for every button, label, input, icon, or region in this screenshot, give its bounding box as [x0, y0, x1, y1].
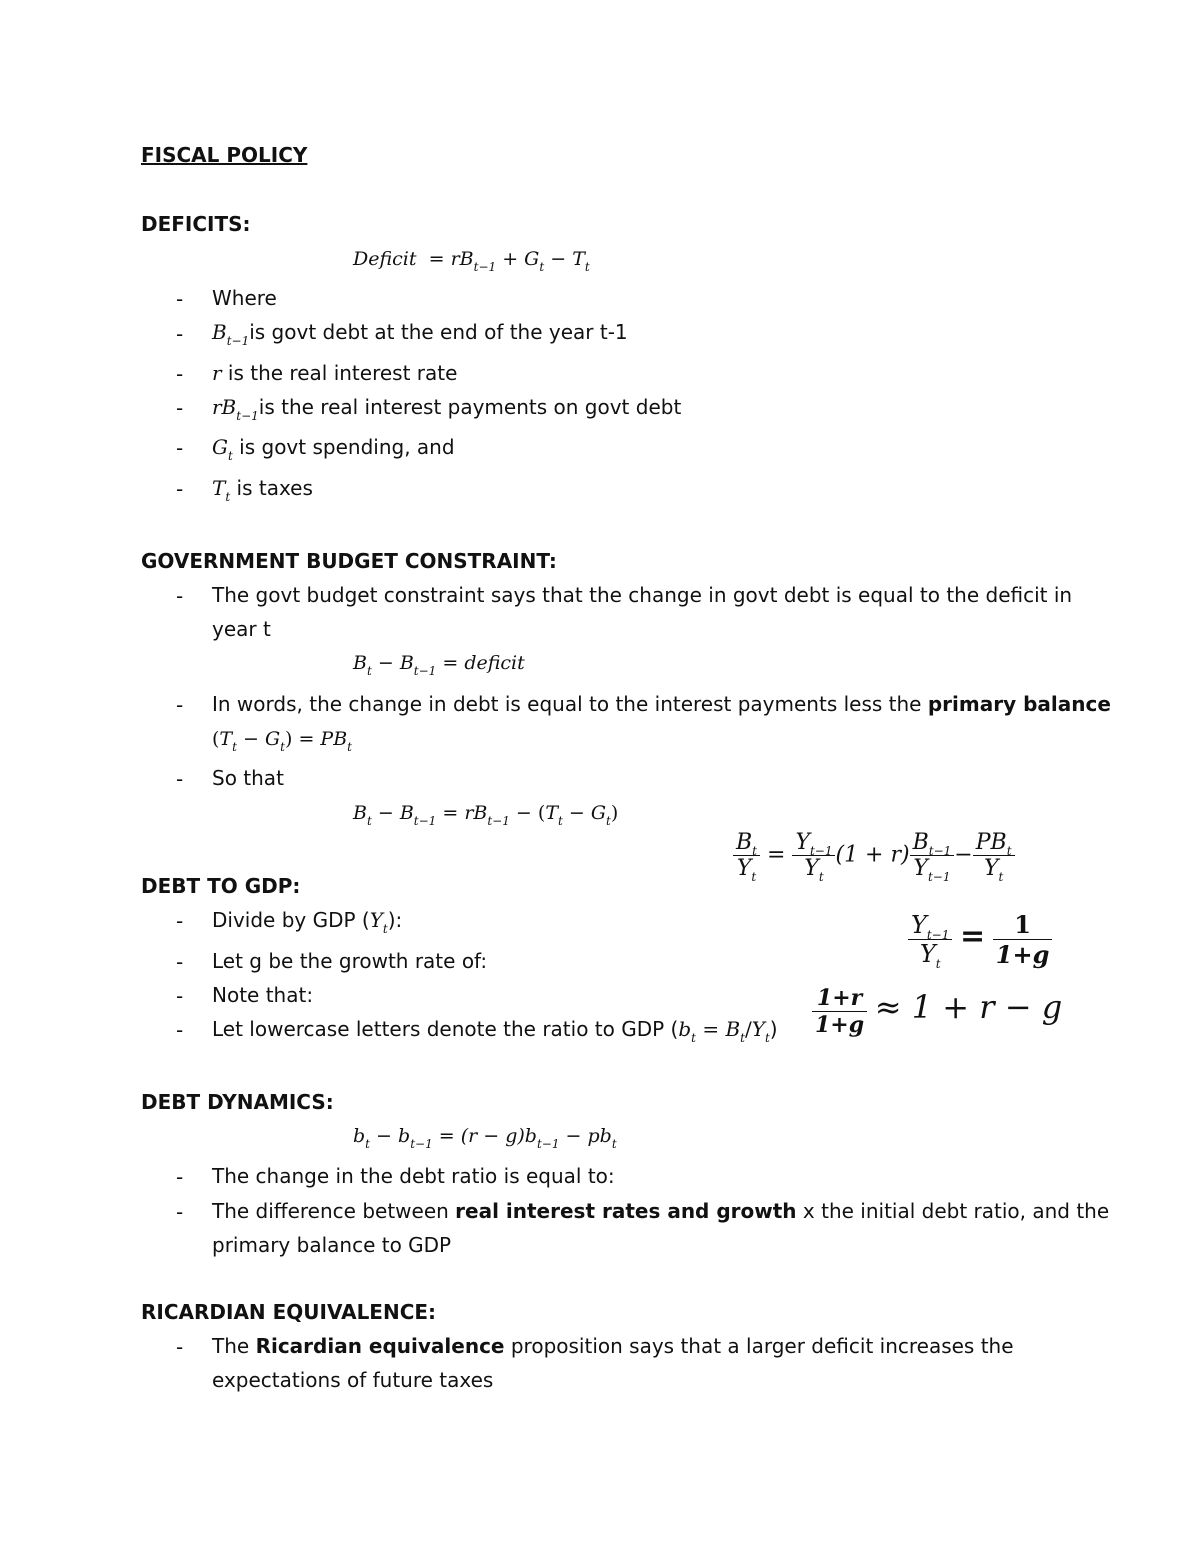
deficit-equation	[353, 248, 590, 274]
debt-gdp-item-note: Note that:	[212, 983, 314, 1007]
fraction	[973, 830, 1015, 884]
eq-subscript: t	[611, 1137, 617, 1151]
eq-term: PB	[320, 728, 348, 750]
eq-term: b	[524, 1125, 537, 1147]
eq-operator: −	[954, 842, 973, 868]
eq-term: T	[572, 248, 585, 270]
eq-term: b	[398, 1125, 411, 1147]
frac-numerator: Y	[795, 830, 810, 855]
dynamics-item-difference	[212, 1199, 1109, 1223]
item-text: x the initial debt ratio, and the	[796, 1199, 1110, 1223]
math-symbol: B	[725, 1017, 741, 1041]
math-symbol: B	[212, 320, 227, 344]
eq-operator: −	[242, 728, 259, 750]
eq-subscript: t	[232, 740, 237, 754]
item-bold-text: real interest rates and growth	[455, 1199, 797, 1223]
eq-term: rB	[464, 802, 488, 824]
frac-subscript: t−1	[809, 844, 833, 858]
eq-operator: =	[442, 652, 459, 674]
frac-subscript: t−1	[926, 928, 950, 942]
list-bullet: -	[176, 950, 184, 974]
debt-gdp-item-divide	[212, 908, 403, 936]
debt-ratio-formula	[733, 830, 1015, 884]
eq-subscript: t	[584, 260, 590, 274]
frac-denominator: 1+g	[993, 939, 1053, 969]
eq-operator: =	[428, 248, 445, 270]
fraction	[910, 830, 955, 884]
item-text: proposition says that a larger deficit increases the	[504, 1334, 1014, 1358]
debt-gdp-heading: DEBT TO GDP:	[141, 874, 301, 898]
item-text: The	[212, 1334, 256, 1358]
list-bullet: -	[176, 362, 184, 386]
eq-subscript: t	[366, 664, 372, 678]
gbc-equation-1	[353, 652, 525, 678]
dynamics-heading: DEBT DYNAMICS:	[141, 1090, 334, 1114]
list-item-r	[212, 361, 457, 385]
eq-subscript: t	[366, 814, 372, 828]
eq-operator: −	[550, 248, 567, 270]
math-symbol: r	[212, 361, 222, 385]
math-operator: =	[702, 1017, 720, 1041]
frac-subscript: t	[935, 957, 941, 971]
eq-subscript: t	[365, 1137, 370, 1151]
fraction	[812, 985, 867, 1038]
approximation-formula	[812, 985, 1062, 1038]
eq-term: G	[524, 248, 540, 270]
item-text: is govt spending, and	[232, 435, 455, 459]
eq-subscript: t−1	[413, 664, 437, 678]
list-bullet: -	[176, 909, 184, 933]
eq-term: rB	[450, 248, 474, 270]
frac-numerator: B	[736, 830, 753, 855]
eq-term: deficit	[464, 652, 525, 674]
item-text: )	[769, 1017, 778, 1041]
list-item-t	[212, 476, 313, 504]
math-operator: /	[745, 1017, 752, 1041]
gbc-item-line1: The govt budget constraint says that the change in govt debt is equal to the deficit in	[212, 583, 1073, 607]
list-bullet: -	[176, 1018, 184, 1042]
math-symbol: G	[212, 435, 228, 459]
gbc-heading: GOVERNMENT BUDGET CONSTRAINT:	[141, 549, 557, 573]
eq-term: T	[219, 728, 233, 750]
eq-subscript: t	[347, 740, 352, 754]
list-bullet: -	[176, 396, 184, 420]
list-item-g	[212, 435, 455, 463]
eq-subscript: t−1	[410, 1137, 433, 1151]
frac-subscript: t	[752, 844, 757, 858]
eq-operator: −	[377, 802, 394, 824]
list-bullet: -	[176, 477, 184, 501]
eq-term: B	[353, 802, 367, 824]
growth-ratio-formula	[908, 910, 1052, 969]
item-text: is taxes	[230, 476, 313, 500]
debt-gdp-item-lowercase	[212, 1017, 778, 1045]
eq-operator: =	[298, 728, 315, 750]
debt-gdp-item-growth: Let g be the growth rate of:	[212, 949, 488, 973]
math-symbol: b	[678, 1017, 692, 1041]
frac-subscript: t−1	[928, 844, 952, 858]
frac-denominator: Y	[804, 856, 819, 881]
math-subscript: t	[225, 490, 231, 504]
eq-term: b	[353, 1125, 366, 1147]
list-bullet: -	[176, 1335, 184, 1359]
list-bullet: -	[176, 1200, 184, 1224]
frac-numerator: PB	[975, 830, 1007, 855]
list-bullet: -	[176, 322, 184, 346]
eq-operator: −	[515, 802, 532, 824]
frac-subscript: t−1	[927, 870, 951, 884]
eq-term: G	[590, 802, 607, 824]
list-bullet: -	[176, 584, 184, 608]
eq-term: B	[399, 652, 414, 674]
dynamics-equation	[353, 1125, 617, 1151]
list-item-where: Where	[212, 286, 277, 310]
math-subscript: t	[227, 449, 233, 463]
eq-paren: (	[537, 802, 546, 824]
frac-numerator: 1	[1014, 910, 1031, 939]
list-bullet: -	[176, 767, 184, 791]
eq-subscript: t−1	[473, 260, 497, 274]
item-text: is the real interest payments on govt debt	[258, 395, 682, 419]
dynamics-item-difference-line2: primary balance to GDP	[212, 1233, 452, 1257]
eq-subscript: t	[558, 814, 563, 828]
gbc-item-line2: year t	[212, 617, 271, 641]
frac-numerator: 1+r	[816, 985, 863, 1011]
eq-subscript: t−1	[413, 814, 437, 828]
eq-term: G	[264, 728, 281, 750]
math-symbol: Y	[369, 908, 383, 932]
frac-numerator: B	[912, 830, 929, 855]
math-subscript: t	[382, 922, 388, 936]
frac-denominator: Y	[983, 856, 999, 881]
item-text: is the real interest rate	[221, 361, 458, 385]
eq-operator: −	[565, 1125, 582, 1147]
item-text: The difference between	[212, 1199, 456, 1223]
fraction	[908, 911, 952, 971]
eq-term: (r − g)	[460, 1125, 525, 1147]
eq-subscript: t	[539, 260, 545, 274]
gbc-item-so-that: So that	[212, 766, 284, 790]
list-bullet: -	[176, 693, 184, 717]
document-title: FISCAL POLICY	[141, 143, 308, 167]
eq-subscript: t−1	[487, 814, 510, 828]
frac-subscript: t	[818, 870, 824, 884]
item-bold-text: primary balance	[927, 692, 1111, 716]
eq-term: (1 + r)	[835, 842, 910, 868]
math-symbol: rB	[212, 395, 237, 419]
dynamics-item-change: The change in the debt ratio is equal to:	[212, 1164, 615, 1188]
deficits-heading: DEFICITS:	[141, 212, 251, 236]
math-subscript: t	[740, 1031, 745, 1045]
list-bullet: -	[176, 436, 184, 460]
gbc-item-primary-balance	[212, 692, 1111, 716]
math-subscript: t	[691, 1031, 696, 1045]
list-bullet: -	[176, 1165, 184, 1189]
frac-subscript: t	[1006, 844, 1012, 858]
eq-operator: +	[502, 248, 519, 270]
frac-denominator: Y	[919, 940, 936, 968]
eq-operator: =	[438, 1125, 455, 1147]
item-text: Let lowercase letters denote the ratio to GDP (	[212, 1017, 679, 1041]
eq-paren: (	[212, 728, 220, 750]
eq-subscript: t	[606, 814, 611, 828]
eq-term: ≈ 1 + r − g	[874, 988, 1063, 1026]
item-text: Divide by GDP (	[212, 908, 370, 932]
gbc-equation-2	[212, 728, 352, 754]
math-subscript: t−1	[226, 334, 250, 348]
item-text: is govt debt at the end of the year t-1	[249, 320, 628, 344]
eq-operator: −	[377, 652, 394, 674]
eq-operator: =	[767, 842, 786, 868]
ricardian-item-line2: expectations of future taxes	[212, 1368, 494, 1392]
eq-term: B	[399, 802, 414, 824]
math-subscript: t	[764, 1031, 770, 1045]
eq-paren: )	[610, 802, 619, 824]
list-bullet: -	[176, 984, 184, 1008]
eq-operator: =	[960, 919, 986, 954]
frac-numerator: Y	[911, 911, 927, 939]
eq-operator: −	[376, 1125, 392, 1147]
eq-term: B	[353, 652, 367, 674]
item-text: ):	[387, 908, 403, 932]
ricardian-item	[212, 1334, 1014, 1358]
eq-operator: =	[442, 802, 459, 824]
fraction	[733, 830, 760, 884]
frac-denominator: 1+g	[812, 1011, 867, 1038]
eq-paren: )	[284, 728, 293, 750]
fraction	[993, 910, 1053, 969]
list-item-debt	[212, 320, 628, 348]
math-subscript: t−1	[236, 409, 259, 423]
list-bullet: -	[176, 287, 184, 311]
frac-subscript: t	[998, 870, 1004, 884]
eq-term: pb	[587, 1125, 612, 1147]
gbc-equation-3	[353, 802, 619, 828]
item-text: In words, the change in debt is equal to the interest payments less the	[212, 692, 928, 716]
eq-term: Deficit	[353, 248, 417, 270]
ricardian-heading: RICARDIAN EQUIVALENCE:	[141, 1300, 437, 1324]
math-symbol: Y	[751, 1017, 765, 1041]
frac-denominator: Y	[736, 856, 752, 881]
eq-subscript: t−1	[536, 1137, 560, 1151]
eq-term: T	[545, 802, 558, 824]
item-bold-text: Ricardian equivalence	[255, 1334, 505, 1358]
eq-subscript: t	[280, 740, 285, 754]
eq-operator: −	[568, 802, 585, 824]
frac-subscript: t	[751, 870, 757, 884]
list-item-rb	[212, 395, 682, 423]
frac-denominator: Y	[913, 856, 928, 881]
fraction	[792, 830, 835, 884]
math-symbol: T	[212, 476, 226, 500]
